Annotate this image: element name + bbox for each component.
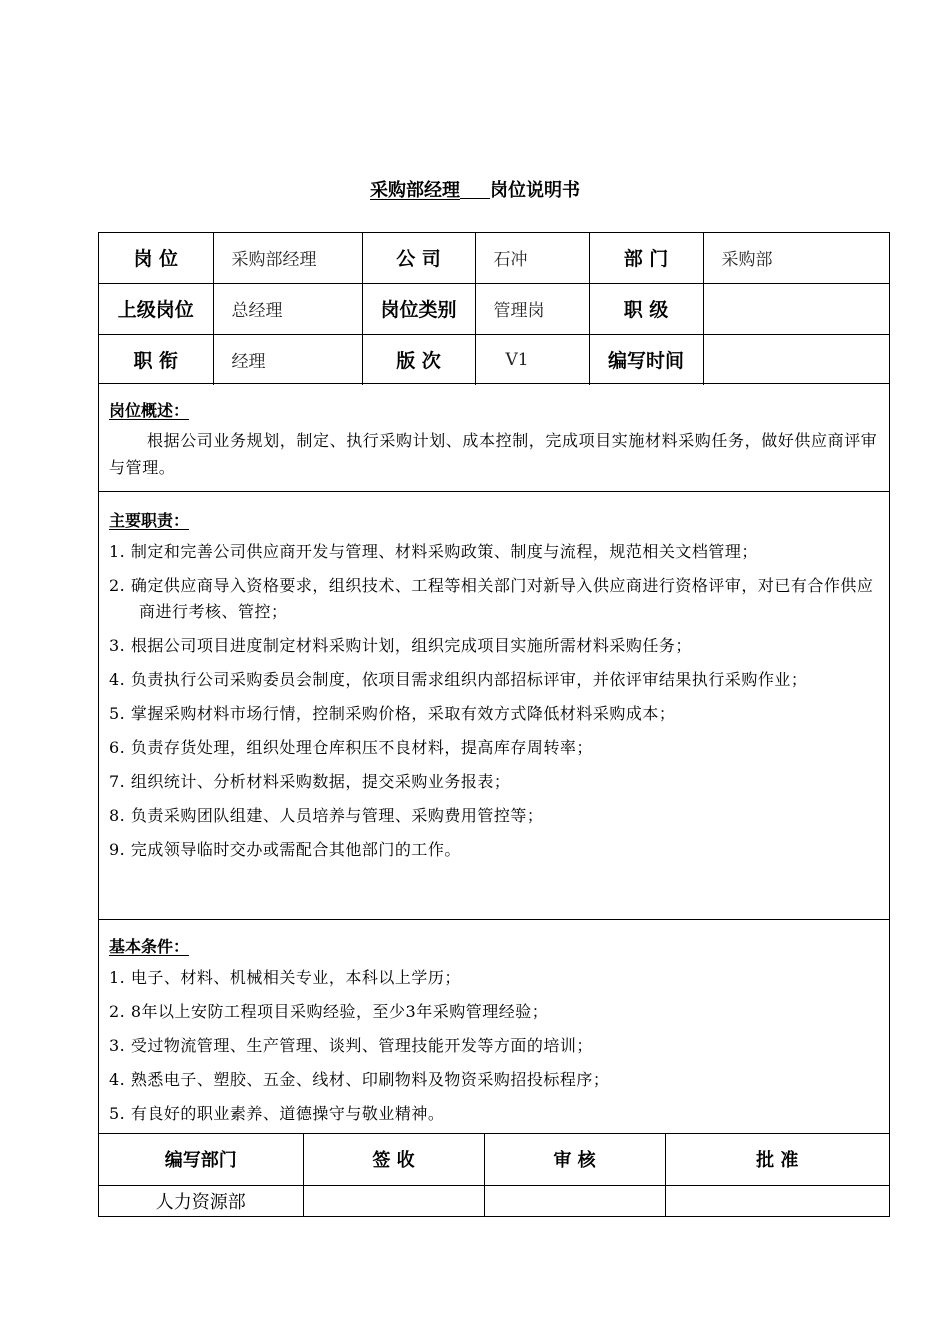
- label-written-time: 编写时间: [589, 334, 703, 385]
- value-written-dept: 人力资源部: [99, 1185, 303, 1216]
- header-table: [99, 233, 889, 385]
- value-approved: [665, 1185, 889, 1216]
- label-title: 职 衔: [99, 334, 213, 385]
- header-approved: 批 准: [665, 1134, 889, 1185]
- label-position: 岗 位: [99, 233, 213, 283]
- value-written-time: [703, 334, 889, 385]
- header-received: 签 收: [303, 1134, 484, 1185]
- header-written-dept: 编写部门: [99, 1134, 303, 1185]
- list-item: 6. 负责存货处理，组织处理仓库积压不良材料，提高库存周转率；: [109, 738, 593, 757]
- value-received: [303, 1185, 484, 1216]
- sign-header-row: [99, 1134, 889, 1185]
- title-rest: 岗位说明书: [490, 180, 580, 201]
- title-underline-gap: [460, 197, 490, 199]
- duties-heading: 主要职责：: [109, 511, 190, 530]
- list-item: 3. 受过物流管理、生产管理、谈判、管理技能开发等方面的培训；: [109, 1036, 593, 1055]
- requirements-list: [109, 965, 879, 1127]
- list-item: 3. 根据公司项目进度制定材料采购计划，组织完成项目实施所需材料采购任务；: [109, 636, 692, 655]
- title-job: 采购部经理: [370, 180, 460, 201]
- label-superior: 上级岗位: [99, 283, 213, 334]
- list-item: 9. 完成领导临时交办或需配合其他部门的工作。: [109, 840, 461, 859]
- value-position: 采购部经理: [213, 233, 362, 283]
- value-version: V1: [475, 334, 589, 385]
- list-item: 4. 负责执行公司采购委员会制度，依项目需求组织内部招标评审，并依评审结果执行采购作业；: [109, 670, 808, 689]
- overview-text: 根据公司业务规划，制定、执行采购计划、成本控制，完成项目实施材料采购任务，做好供应商评审与管理。: [109, 431, 878, 477]
- value-reviewed: [484, 1185, 665, 1216]
- requirements-section: [98, 919, 890, 1134]
- sign-table-box: [98, 1133, 890, 1217]
- label-company: 公 司: [362, 233, 475, 283]
- header-row: [99, 334, 889, 385]
- value-company: 石冲: [475, 233, 589, 283]
- value-superior: 总经理: [213, 283, 362, 334]
- header-reviewed: 审 核: [484, 1134, 665, 1185]
- overview-section: [98, 383, 890, 492]
- list-item: 2. 8年以上安防工程项目采购经验，至少3年采购管理经验；: [109, 1002, 549, 1021]
- list-item: 7. 组织统计、分析材料采购数据，提交采购业务报表；: [109, 772, 511, 791]
- header-table-box: [98, 232, 890, 384]
- list-item: 5. 掌握采购材料市场行情，控制采购价格，采取有效方式降低材料采购成本；: [109, 704, 676, 723]
- sign-table: [99, 1134, 889, 1216]
- duties-section: [98, 491, 890, 920]
- duties-list: [109, 539, 879, 863]
- list-item: 1. 电子、材料、机械相关专业，本科以上学历；: [109, 968, 461, 987]
- label-department: 部 门: [589, 233, 703, 283]
- label-category: 岗位类别: [362, 283, 475, 334]
- sign-value-row: [99, 1185, 889, 1216]
- overview-heading: 岗位概述：: [109, 401, 190, 420]
- label-grade: 职 级: [589, 283, 703, 334]
- list-item: 8. 负责采购团队组建、人员培养与管理、采购费用管控等；: [109, 806, 544, 825]
- list-item: 5. 有良好的职业素养、道德操守与敬业精神。: [109, 1104, 445, 1123]
- document-title: [0, 176, 950, 202]
- label-version: 版 次: [362, 334, 475, 385]
- value-category: 管理岗: [475, 283, 589, 334]
- list-item: 4. 熟悉电子、塑胶、五金、线材、印刷物料及物资采购招投标程序；: [109, 1070, 610, 1089]
- requirements-heading: 基本条件：: [109, 937, 190, 956]
- header-row: [99, 283, 889, 334]
- list-item: 1. 制定和完善公司供应商开发与管理、材料采购政策、制度与流程，规范相关文档管理；: [109, 542, 758, 561]
- value-title: 经理: [213, 334, 362, 385]
- list-item: 2. 确定供应商导入资格要求，组织技术、工程等相关部门对新导入供应商进行资格评审，对已有合作供应商进行考核、管控；: [109, 576, 874, 621]
- value-department: 采购部: [703, 233, 889, 283]
- header-row: [99, 233, 889, 283]
- value-grade: [703, 283, 889, 334]
